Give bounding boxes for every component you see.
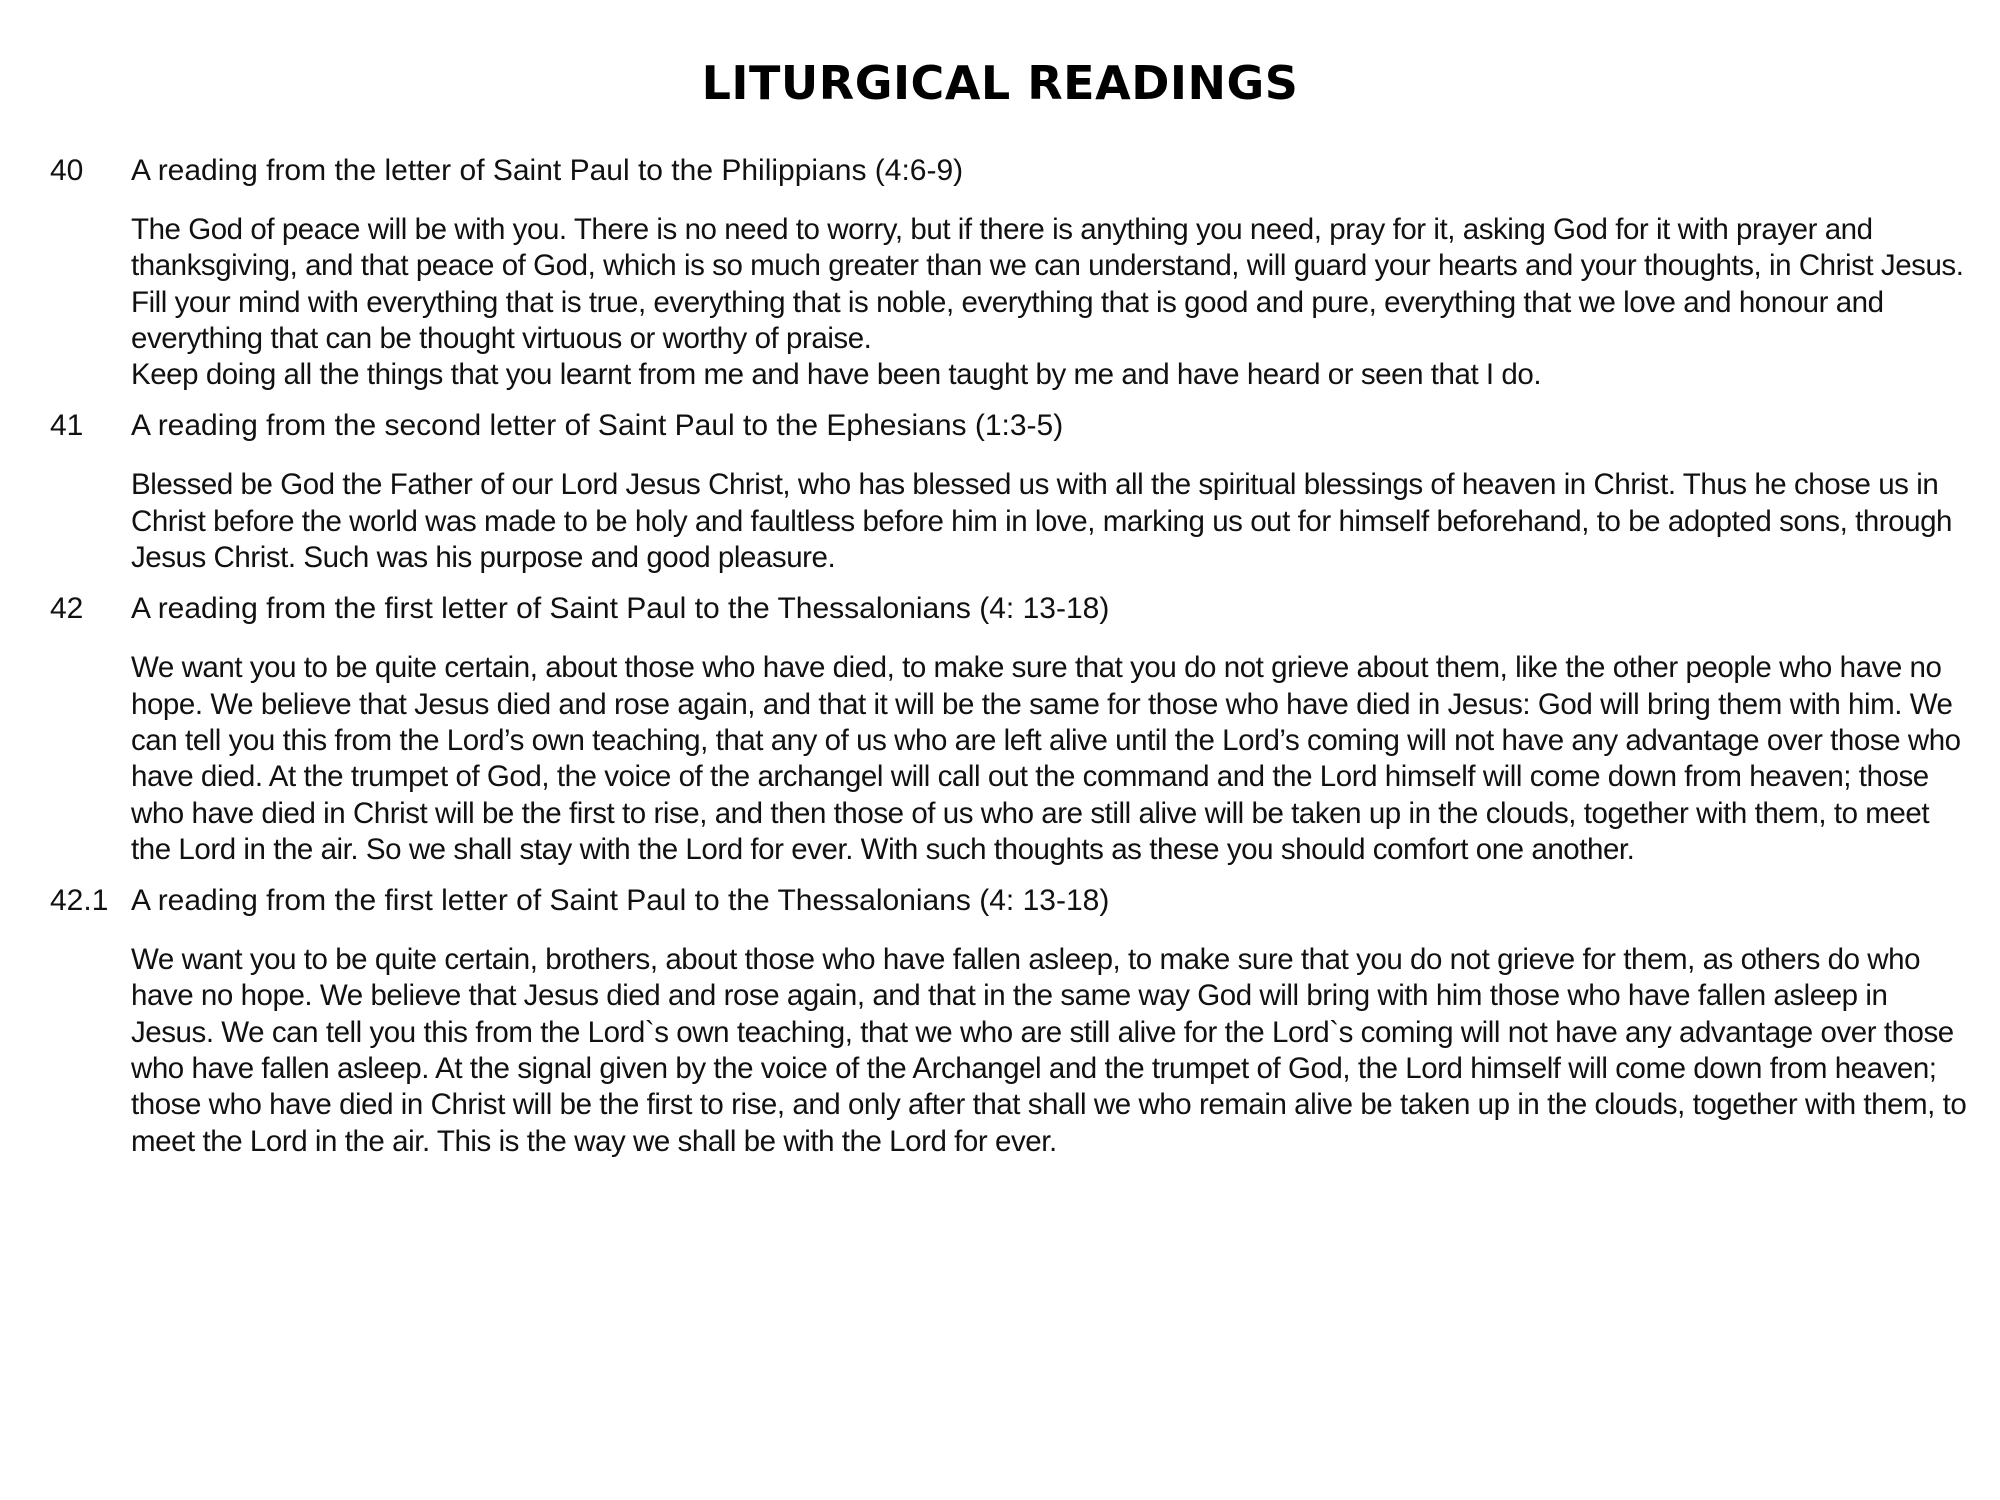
reading-heading [50,407,1970,445]
reading-42 [50,590,1970,868]
reading-paragraph: We want you to be quite certain, about those who have died, to make sure that you do not grieve about them, like the other people who have no hope. We believe that Jesus died and rose again, and that it will be the same for those who have died in Jesus: God will bring them with him. We can tell you this from the Lord’s own teaching, that any of us who are left alive until the Lord’s coming will not have any advantage over those who have died. At the trumpet of God, the voice of the archangel will call out the command and the Lord himself will come down from heaven; those who have died in Christ will be the first to rise, and then those of us who are still alive will be taken up in the clouds, together with them, to meet the Lord in the air. So we shall stay with the Lord for ever. With such thoughts as these you should comfort one another. [131,651,1961,866]
reading-number: 41 [50,409,84,443]
reading-reference: A reading from the letter of Saint Paul to the Philippians (4:6-9) [131,154,964,187]
reading-reference: A reading from the first letter of Saint Paul to the Thessalonians (4: 13-18) [131,592,1110,626]
reading-41 [50,407,1970,576]
reading-text [131,467,1970,576]
reading-text [131,212,1970,393]
reading-paragraph: We want you to be quite certain, brothers, about those who have fallen asleep, to make sure that you do not grieve for them, as others do who have no hope. We believe that Jesus died and rose again, and that in the same way God will bring with him those who have fallen asleep in Jesus. We can tell you this from the Lord`s own teaching, that we who are still alive for the Lord`s coming will not have any advantage over those who have fallen asleep. At the signal given by the voice of the Archangel and the trumpet of God, the Lord himself will come down from heaven; those who have died in Christ will be the first to rise, and only after that shall we who remain alive be taken up in the clouds, together with them, to meet the Lord in the air. This is the way we shall be with the Lord for ever. [131,943,1967,1158]
reading-paragraph: The God of peace will be with you. There is no need to worry, but if there is anything you need, pray for it, asking God for it with prayer and thanksgiving, and that peace of God, which is so much greater than we can understand, will guard your hearts and your thoughts, in Christ Jesus. Fill your mind with everything that is true, everything that is noble, everything that is good and pure, everything that we love and honour and everything that can be thought virtuous or worthy of praise. [131,213,1964,355]
reading-reference: A reading from the first letter of Saint Paul to the Thessalonians (4: 13-18) [131,884,1110,918]
reading-text [131,942,1970,1160]
reading-42-1 [50,882,1970,1160]
reading-paragraph: Keep doing all the things that you learnt from me and have been taught by me and have heard or seen that I do. [131,358,1542,392]
reading-reference: A reading from the second letter of Saint Paul to the Ephesians (1:3-5) [131,409,1064,443]
reading-number: 42.1 [50,884,109,918]
reading-number: 42 [50,592,84,626]
readings-list [50,152,1970,1174]
page-title: LITURGICAL READINGS [701,56,1299,110]
reading-heading [50,152,1970,190]
reading-heading [50,590,1970,628]
reading-text [131,650,1970,868]
reading-40 [50,152,1970,393]
reading-paragraph: Blessed be God the Father of our Lord Jesus Christ, who has blessed us with all the spiritual blessings of heaven in Christ. Thus he chose us in Christ before the world was made to be holy and faultless before him in love, marking us out for himself beforehand, to be adopted sons, through Jesus Christ. Such was his purpose and good pleasure. [131,468,1952,575]
reading-number: 40 [50,154,84,187]
reading-heading [50,882,1970,920]
